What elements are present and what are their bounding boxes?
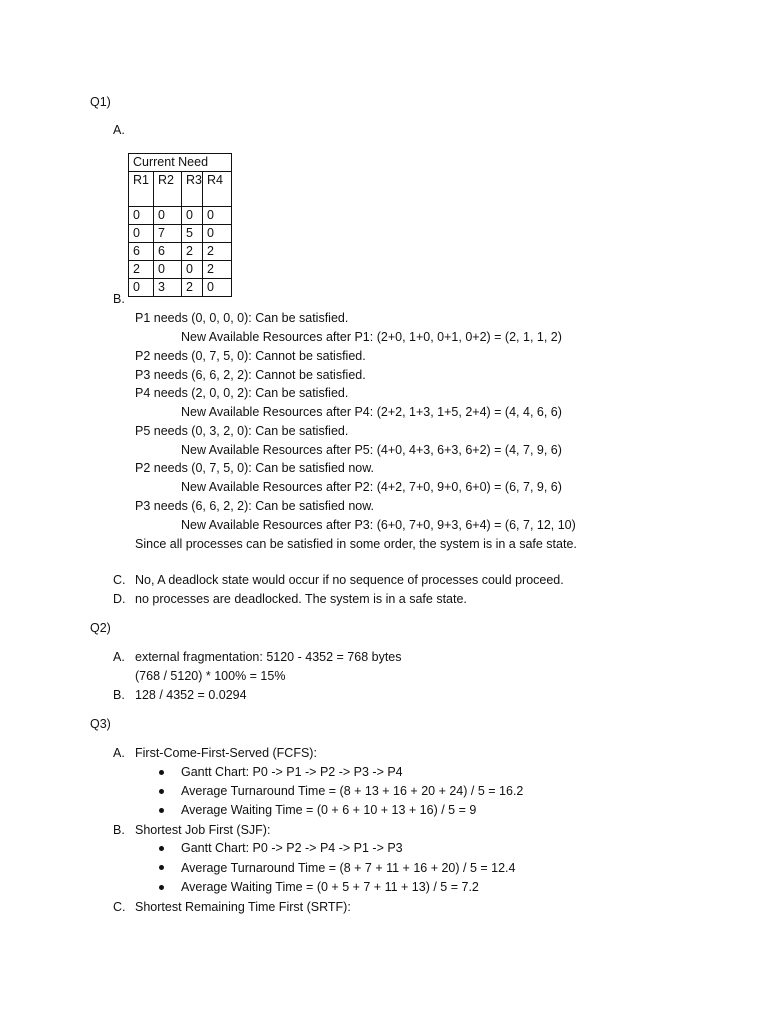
table-row (129, 207, 232, 225)
table-row (129, 261, 232, 279)
q1-b-line: New Available Resources after P5: (4+0, 4+3, 6+3, 6+2) = (4, 7, 9, 6) (181, 443, 562, 457)
q2-a-line: external fragmentation: 5120 - 4352 = 768 bytes (135, 650, 402, 664)
q3-c-label: C. (113, 900, 126, 914)
q1-heading: Q1) (90, 95, 111, 109)
q1-b-line: New Available Resources after P3: (6+0, 7+0, 9+3, 6+4) = (6, 7, 12, 10) (181, 518, 576, 532)
bullet-icon (159, 808, 164, 813)
q1-b-line: P3 needs (6, 6, 2, 2): Can be satisfied now. (135, 499, 375, 513)
q1-d-text: no processes are deadlocked. The system is in a safe state. (135, 592, 467, 606)
table-header-cell: R2 (154, 172, 182, 207)
q3-b-bullet: Gantt Chart: P0 -> P2 -> P4 -> P1 -> P3 (181, 841, 403, 855)
q1-b-line: P3 needs (6, 6, 2, 2): Cannot be satisfied. (135, 368, 366, 382)
q1-d-label: D. (113, 592, 126, 606)
table-cell: 2 (203, 261, 232, 279)
bullet-icon (159, 789, 164, 794)
q1-b-line: P2 needs (0, 7, 5, 0): Cannot be satisfied. (135, 349, 366, 363)
q1-c-label: C. (113, 573, 126, 587)
table-cell: 0 (129, 207, 154, 225)
q1-c-text: No, A deadlock state would occur if no sequence of processes could proceed. (135, 573, 564, 587)
q1-b-line: New Available Resources after P2: (4+2, 7+0, 9+0, 6+0) = (6, 7, 9, 6) (181, 480, 562, 494)
table-cell: 2 (129, 261, 154, 279)
q3-c-title: Shortest Remaining Time First (SRTF): (135, 900, 351, 914)
q3-b-title: Shortest Job First (SJF): (135, 823, 271, 837)
q1-b-line: New Available Resources after P1: (2+0, 1+0, 0+1, 0+2) = (2, 1, 1, 2) (181, 330, 562, 344)
q1-b-line: P4 needs (2, 0, 0, 2): Can be satisfied. (135, 386, 349, 400)
q1-b-line: P1 needs (0, 0, 0, 0): Can be satisfied. (135, 311, 349, 325)
q3-a-bullet: Gantt Chart: P0 -> P1 -> P2 -> P3 -> P4 (181, 765, 403, 779)
q2-b-text: 128 / 4352 = 0.0294 (135, 688, 247, 702)
table-cell: 2 (182, 279, 203, 297)
q1-b-line: Since all processes can be satisfied in some order, the system is in a safe state. (135, 537, 577, 551)
bullet-icon (159, 885, 164, 890)
table-header-cell: R4 (203, 172, 232, 207)
table-cell: 0 (182, 261, 203, 279)
table-cell: 0 (203, 207, 232, 225)
table-row (129, 279, 232, 297)
table-cell: 5 (182, 225, 203, 243)
q1-b-line: New Available Resources after P4: (2+2, 1+3, 1+5, 2+4) = (4, 4, 6, 6) (181, 405, 562, 419)
table-cell: 2 (182, 243, 203, 261)
q2-a-line: (768 / 5120) * 100% = 15% (135, 669, 286, 683)
table-row (129, 243, 232, 261)
table-cell: 0 (129, 225, 154, 243)
q3-a-bullet: Average Turnaround Time = (8 + 13 + 16 + 20 + 24) / 5 = 16.2 (181, 784, 524, 798)
table-cell: 0 (154, 261, 182, 279)
table-cell: 6 (129, 243, 154, 261)
table-cell: 0 (129, 279, 154, 297)
q3-b-bullet: Average Waiting Time = (0 + 5 + 7 + 11 + 13) / 5 = 7.2 (181, 880, 479, 894)
table-cell: 7 (154, 225, 182, 243)
table-header-row (129, 172, 232, 207)
q1-b-line: P2 needs (0, 7, 5, 0): Can be satisfied now. (135, 461, 375, 475)
q3-a-label: A. (113, 746, 125, 760)
bullet-icon (159, 846, 164, 851)
table-header-cell: R3 (182, 172, 203, 207)
table-cell: 0 (203, 279, 232, 297)
table-cell: 0 (182, 207, 203, 225)
q3-a-title: First-Come-First-Served (FCFS): (135, 746, 317, 760)
table-title: Current Need (129, 154, 232, 172)
q2-b-label: B. (113, 688, 125, 702)
table-cell: 0 (203, 225, 232, 243)
q1-b-label: B. (113, 292, 125, 306)
table-cell: 6 (154, 243, 182, 261)
q3-b-label: B. (113, 823, 125, 837)
table-cell: 0 (154, 207, 182, 225)
q3-a-bullet: Average Waiting Time = (0 + 6 + 10 + 13 + 16) / 5 = 9 (181, 803, 477, 817)
table-header-cell: R1 (129, 172, 154, 207)
q3-heading: Q3) (90, 717, 111, 731)
table-cell: 3 (154, 279, 182, 297)
q1-b-line: P5 needs (0, 3, 2, 0): Can be satisfied. (135, 424, 349, 438)
current-need-table (128, 153, 232, 297)
table-row (129, 225, 232, 243)
q1-a-label: A. (113, 123, 125, 137)
table-title-row (129, 154, 232, 172)
q2-heading: Q2) (90, 621, 111, 635)
table-cell: 2 (203, 243, 232, 261)
bullet-icon (159, 865, 164, 870)
bullet-icon (159, 770, 164, 775)
q3-b-bullet: Average Turnaround Time = (8 + 7 + 11 + 16 + 20) / 5 = 12.4 (181, 861, 516, 875)
q2-a-label: A. (113, 650, 125, 664)
